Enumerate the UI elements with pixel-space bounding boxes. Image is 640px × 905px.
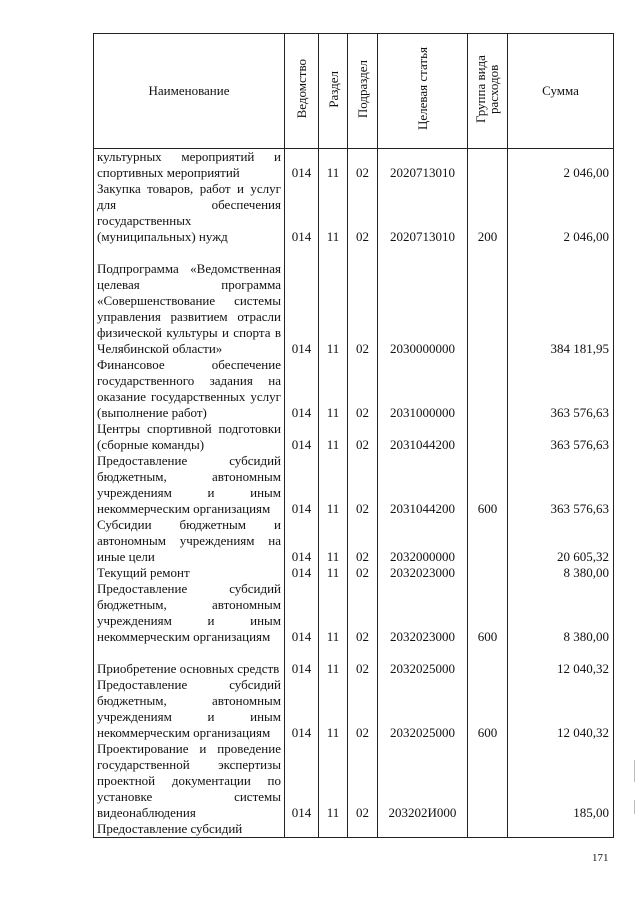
row-razdel: 11 <box>319 149 348 182</box>
row-vedomstvo: 014 <box>285 581 319 645</box>
row-podrazdel: 02 <box>348 677 378 741</box>
header-podrazdel <box>348 34 378 149</box>
header-gruppa-vida-rashodov <box>468 34 508 149</box>
header-razdel-label: Раздел <box>325 70 341 108</box>
table-body <box>94 149 614 838</box>
row-gruppa-vida-rashodov <box>468 149 508 182</box>
row-summa <box>508 821 614 838</box>
table-row <box>94 565 614 581</box>
header-celevaya-statya <box>378 34 468 149</box>
row-podrazdel: 02 <box>348 581 378 645</box>
row-celevaya-statya: 2032025000 <box>378 677 468 741</box>
table-header <box>94 34 614 149</box>
row-summa: 363 576,63 <box>508 453 614 517</box>
row-celevaya-statya: 2020713010 <box>378 149 468 182</box>
table-row <box>94 245 614 357</box>
row-vedomstvo: 014 <box>285 421 319 453</box>
row-razdel: 11 <box>319 453 348 517</box>
row-summa: 12 040,32 <box>508 677 614 741</box>
header-vedomstvo <box>285 34 319 149</box>
row-podrazdel: 02 <box>348 517 378 565</box>
row-razdel: 11 <box>319 357 348 421</box>
row-razdel: 11 <box>319 581 348 645</box>
row-summa: 2 046,00 <box>508 181 614 245</box>
row-razdel <box>319 821 348 838</box>
table-row <box>94 453 614 517</box>
row-podrazdel: 02 <box>348 741 378 821</box>
table-row <box>94 421 614 453</box>
row-celevaya-statya: 2031044200 <box>378 453 468 517</box>
row-celevaya-statya: 2031000000 <box>378 357 468 421</box>
row-name: Проектирование и проведение государственной экспертизы проектной документации по установке системы видеонаблюдения <box>94 741 285 821</box>
header-gruppa-label: Группа вида расходов <box>472 55 501 123</box>
header-celevaya-label: Целевая статья <box>415 47 430 131</box>
header-summa: Сумма <box>508 34 614 149</box>
row-razdel: 11 <box>319 565 348 581</box>
row-celevaya-statya <box>378 821 468 838</box>
row-name: Подпрограмма «Ведомственная целевая программа «Совершенствование системы управления развитием отрасли физической культуры и спорта в Челябинской области» <box>94 245 285 357</box>
table-row <box>94 149 614 182</box>
table-row <box>94 357 614 421</box>
row-podrazdel: 02 <box>348 357 378 421</box>
row-vedomstvo: 014 <box>285 181 319 245</box>
page-number: 171 <box>592 852 609 864</box>
row-podrazdel: 02 <box>348 645 378 677</box>
row-name: Финансовое обеспечение государственного задания на оказание государственных услуг (выполнение работ) <box>94 357 285 421</box>
row-celevaya-statya: 2032023000 <box>378 565 468 581</box>
row-gruppa-vida-rashodov <box>468 517 508 565</box>
row-name: Предоставление субсидий <box>94 821 285 838</box>
row-celevaya-statya: 2032025000 <box>378 645 468 677</box>
row-celevaya-statya: 203202И000 <box>378 741 468 821</box>
row-vedomstvo: 014 <box>285 149 319 182</box>
table-row <box>94 741 614 821</box>
row-gruppa-vida-rashodov <box>468 821 508 838</box>
row-gruppa-vida-rashodov: 600 <box>468 581 508 645</box>
row-celevaya-statya: 2030000000 <box>378 245 468 357</box>
row-podrazdel <box>348 821 378 838</box>
row-razdel: 11 <box>319 517 348 565</box>
row-vedomstvo: 014 <box>285 565 319 581</box>
row-vedomstvo: 014 <box>285 741 319 821</box>
header-vedomstvo-label: Ведомство <box>294 59 309 119</box>
table-row <box>94 821 614 838</box>
scan-edge-mark <box>634 760 635 782</box>
table-row <box>94 517 614 565</box>
row-summa: 363 576,63 <box>508 357 614 421</box>
row-name: Предоставление субсидий бюджетным, автономным учреждениям и иным некоммерческим организациям <box>94 677 285 741</box>
row-vedomstvo: 014 <box>285 645 319 677</box>
row-gruppa-vida-rashodov <box>468 645 508 677</box>
row-gruppa-vida-rashodov <box>468 357 508 421</box>
row-vedomstvo: 014 <box>285 677 319 741</box>
row-vedomstvo: 014 <box>285 245 319 357</box>
row-summa: 8 380,00 <box>508 581 614 645</box>
row-gruppa-vida-rashodov: 200 <box>468 181 508 245</box>
row-gruppa-vida-rashodov <box>468 245 508 357</box>
row-razdel: 11 <box>319 245 348 357</box>
header-podrazdel-label: Подраздел <box>355 59 370 119</box>
row-summa: 185,00 <box>508 741 614 821</box>
row-gruppa-vida-rashodov <box>468 565 508 581</box>
scan-edge-mark <box>634 800 635 814</box>
row-summa: 8 380,00 <box>508 565 614 581</box>
row-podrazdel: 02 <box>348 245 378 357</box>
row-gruppa-vida-rashodov <box>468 741 508 821</box>
row-podrazdel: 02 <box>348 149 378 182</box>
row-razdel: 11 <box>319 181 348 245</box>
row-podrazdel: 02 <box>348 565 378 581</box>
row-vedomstvo: 014 <box>285 453 319 517</box>
row-summa: 384 181,95 <box>508 245 614 357</box>
row-celevaya-statya: 2031044200 <box>378 421 468 453</box>
header-razdel <box>319 34 348 149</box>
row-gruppa-vida-rashodov: 600 <box>468 453 508 517</box>
row-summa: 363 576,63 <box>508 421 614 453</box>
header-name: Наименование <box>94 34 285 149</box>
row-razdel: 11 <box>319 421 348 453</box>
row-podrazdel: 02 <box>348 453 378 517</box>
row-gruppa-vida-rashodov <box>468 421 508 453</box>
row-summa: 12 040,32 <box>508 645 614 677</box>
row-name: Приобретение основных средств <box>94 645 285 677</box>
row-vedomstvo: 014 <box>285 357 319 421</box>
row-razdel: 11 <box>319 741 348 821</box>
row-name: Субсидии бюджетным и автономным учреждениям на иные цели <box>94 517 285 565</box>
row-vedomstvo: 014 <box>285 517 319 565</box>
row-vedomstvo <box>285 821 319 838</box>
row-podrazdel: 02 <box>348 181 378 245</box>
budget-table <box>93 33 614 838</box>
row-name: Центры спортивной подготовки (сборные команды) <box>94 421 285 453</box>
row-name: Текущий ремонт <box>94 565 285 581</box>
row-summa: 2 046,00 <box>508 149 614 182</box>
row-razdel: 11 <box>319 677 348 741</box>
row-razdel: 11 <box>319 645 348 677</box>
table-row <box>94 181 614 245</box>
row-name: Предоставление субсидий бюджетным, автономным учреждениям и иным некоммерческим организациям <box>94 581 285 645</box>
table-row <box>94 677 614 741</box>
row-summa: 20 605,32 <box>508 517 614 565</box>
row-name: Закупка товаров, работ и услуг для обеспечения государственных (муниципальных) нужд <box>94 181 285 245</box>
table-row <box>94 645 614 677</box>
table-row <box>94 581 614 645</box>
row-celevaya-statya: 2020713010 <box>378 181 468 245</box>
row-celevaya-statya: 2032023000 <box>378 581 468 645</box>
row-podrazdel: 02 <box>348 421 378 453</box>
row-name: Предоставление субсидий бюджетным, автономным учреждениям и иным некоммерческим организациям <box>94 453 285 517</box>
row-celevaya-statya: 2032000000 <box>378 517 468 565</box>
row-name: культурных мероприятий и спортивных мероприятий <box>94 149 285 182</box>
row-gruppa-vida-rashodov: 600 <box>468 677 508 741</box>
